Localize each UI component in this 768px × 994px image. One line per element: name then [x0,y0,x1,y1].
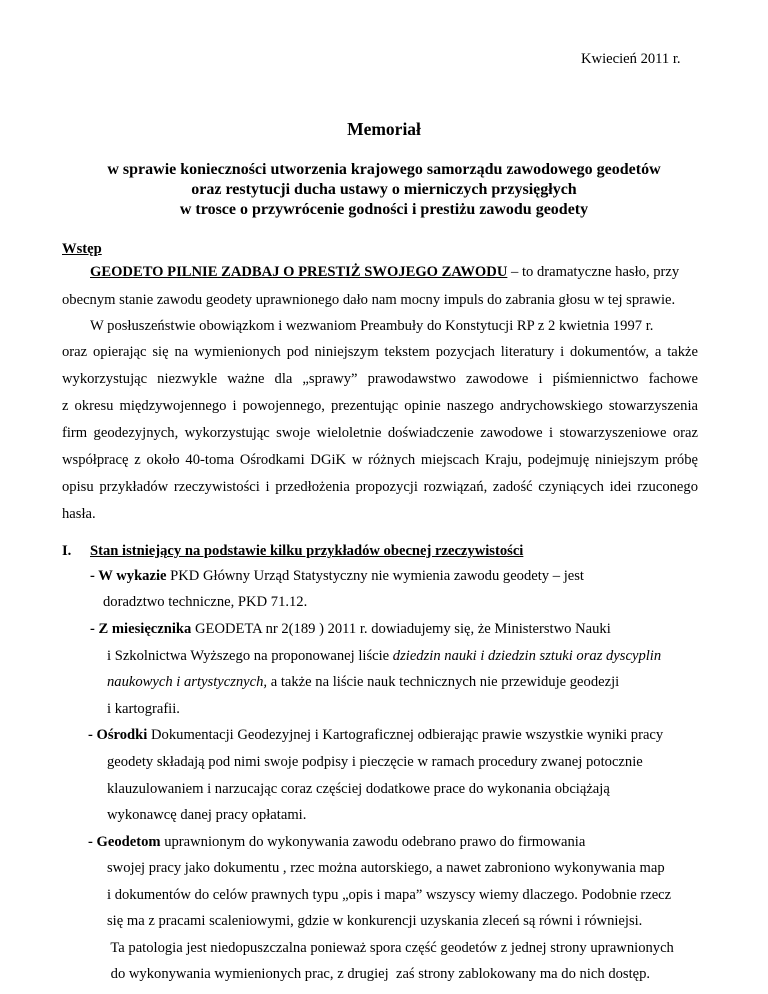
intro-paragraph-1-line-1 [90,263,697,281]
item-2-lead: Z miesięcznika [98,621,192,637]
item-1-rest: PKD Główny Urząd Statystyczny nie wymienia zawodu geodety – jest [166,568,584,584]
document-title: Memoriał [347,119,421,139]
item-3-rest: Dokumentacji Geodezyjnej i Kartograficznej odbierając prawie wszystkie wyniki pracy [147,727,664,743]
item-3-dash: - [88,727,97,743]
section-1-item-4-line-4: się ma z pracami scaleniowymi, gdzie w konkurencji uzyskania zleceń są równi i równiejsi. [107,913,643,929]
item-2-line2-italic: dziedzin nauki i dziedzin sztuki oraz dyscyplin [392,648,662,664]
item-4-lead: Geodetom [96,834,161,850]
intro-paragraph-2-line-8: hasła. [62,506,96,522]
intro-paragraph-2-line-6: współpracę z około 40-toma Ośrodkami DGiK w różnych miejscach Kraju, podejmuję niniejszym próbę [62,452,698,468]
intro-line1-rest: – to dramatyczne hasło, przy [507,264,680,280]
intro-paragraph-2-line-1: W posłuszeństwie obowiązkom i wezwaniom Preambuły do Konstytucji RP z 2 kwietnia 1997 r. [90,318,654,334]
section-1-item-2-line-1 [90,620,611,638]
item-2-rest: GEODETA nr 2(189 ) 2011 r. dowiadujemy się, że Ministerstwo Nauki [191,621,611,637]
section-1-item-1-line-2: doradztwo techniczne, PKD 71.12. [103,594,308,610]
section-1-item-4-line-2: swojej pracy jako dokumentu , rzec można autorskiego, a nawet zabroniono wykonywania map [107,860,665,876]
item-2-line3-text: a także na liście nauk technicznych nie przewiduje geodezji [267,674,620,690]
subtitle-line-3: w trosce o przywrócenie godności i prestiżu zawodu geodety [179,201,589,218]
section-1-item-3-line-1 [88,726,663,744]
section-1-item-4-line-3: i dokumentów do celów prawnych typu „opis i mapa” wszyscy wiemy dlaczego. Podobnie rzecz [107,887,672,903]
section-1-item-2-line-4: i kartografii. [107,701,180,717]
intro-slogan: GEODETO PILNIE ZADBAJ O PRESTIŻ SWOJEGO ZAWODU [90,264,508,280]
section-1-item-2-line-2 [107,647,661,665]
item-2-line3-italic: naukowych i artystycznych, [107,674,268,690]
section-1-item-3-line-3: klauzulowaniem i narzucając coraz częściej dodatkowe prace do wykonania obciążają [107,781,610,797]
section-1-number: I. [62,543,72,559]
item-4-dash: - [88,834,97,850]
section-1-item-2-line-3 [107,673,619,691]
item-2-line2-text: i Szkolnictwa Wyższego na proponowanej liście [107,648,393,664]
intro-paragraph-2-line-5: firm geodezyjnych, wykorzystując swoje wieloletnie doświadczenie zawodowe i stowarzyszeniowe oraz [62,425,698,441]
item-1-dash: - [90,568,99,584]
section-1-item-3-line-4: wykonawcę danej pracy opłatami. [107,807,307,823]
section-1-item-1-line-1 [90,567,584,585]
intro-paragraph-2-line-3: wykorzystując niezwykle ważne dla „sprawy” prawodawstwo zawodowe i piśmiennictwo fachowe [62,371,698,387]
intro-paragraph-2-line-4: z okresu międzywojennego i powojennego, prezentując opinie naszego andrychowskiego stowarzyszenia [62,398,698,414]
section-1-item-4-line-5: Ta patologia jest niedopuszczalna ponieważ spora część geodetów z jednej strony uprawnionych [107,940,674,956]
intro-heading: Wstęp [62,241,102,257]
subtitle-line-1: w sprawie konieczności utworzenia krajowego samorządu zawodowego geodetów [107,161,661,178]
document-date: Kwiecień 2011 r. [581,51,681,67]
intro-paragraph-2-line-7: opisu przykładów rzeczywistości i przedłożenia propozycji rozwiązań, zadość czyniących idei rzuconego [62,479,698,495]
item-1-lead: W wykazie [98,568,167,584]
item-2-dash: - [90,621,99,637]
subtitle-line-2: oraz restytucji ducha ustawy o mierniczych przysięgłych [191,181,577,198]
section-1-item-4-line-6: do wykonywania wymienionych prac, z drugiej zaś strony zablokowany ma do nich dostęp. [107,966,651,982]
item-4-rest: uprawnionym do wykonywania zawodu odebrano prawo do firmowania [160,834,586,850]
intro-paragraph-1-line-2: obecnym stanie zawodu geodety uprawnionego dało nam mocny impuls do zabrania głosu w tej sprawie. [62,292,676,308]
intro-paragraph-2-line-2: oraz opierając się na wymienionych pod niniejszym tekstem pozycjach literatury i dokumentów, a także [62,344,698,360]
section-1-item-4-line-1 [88,833,585,851]
item-3-lead: Ośrodki [96,727,148,743]
section-1-heading: Stan istniejący na podstawie kilku przykładów obecnej rzeczywistości [90,543,524,559]
section-1-item-3-line-2: geodety składają pod nimi swoje podpisy i pieczęcie w ramach procedury zwanej potocznie [107,754,643,770]
